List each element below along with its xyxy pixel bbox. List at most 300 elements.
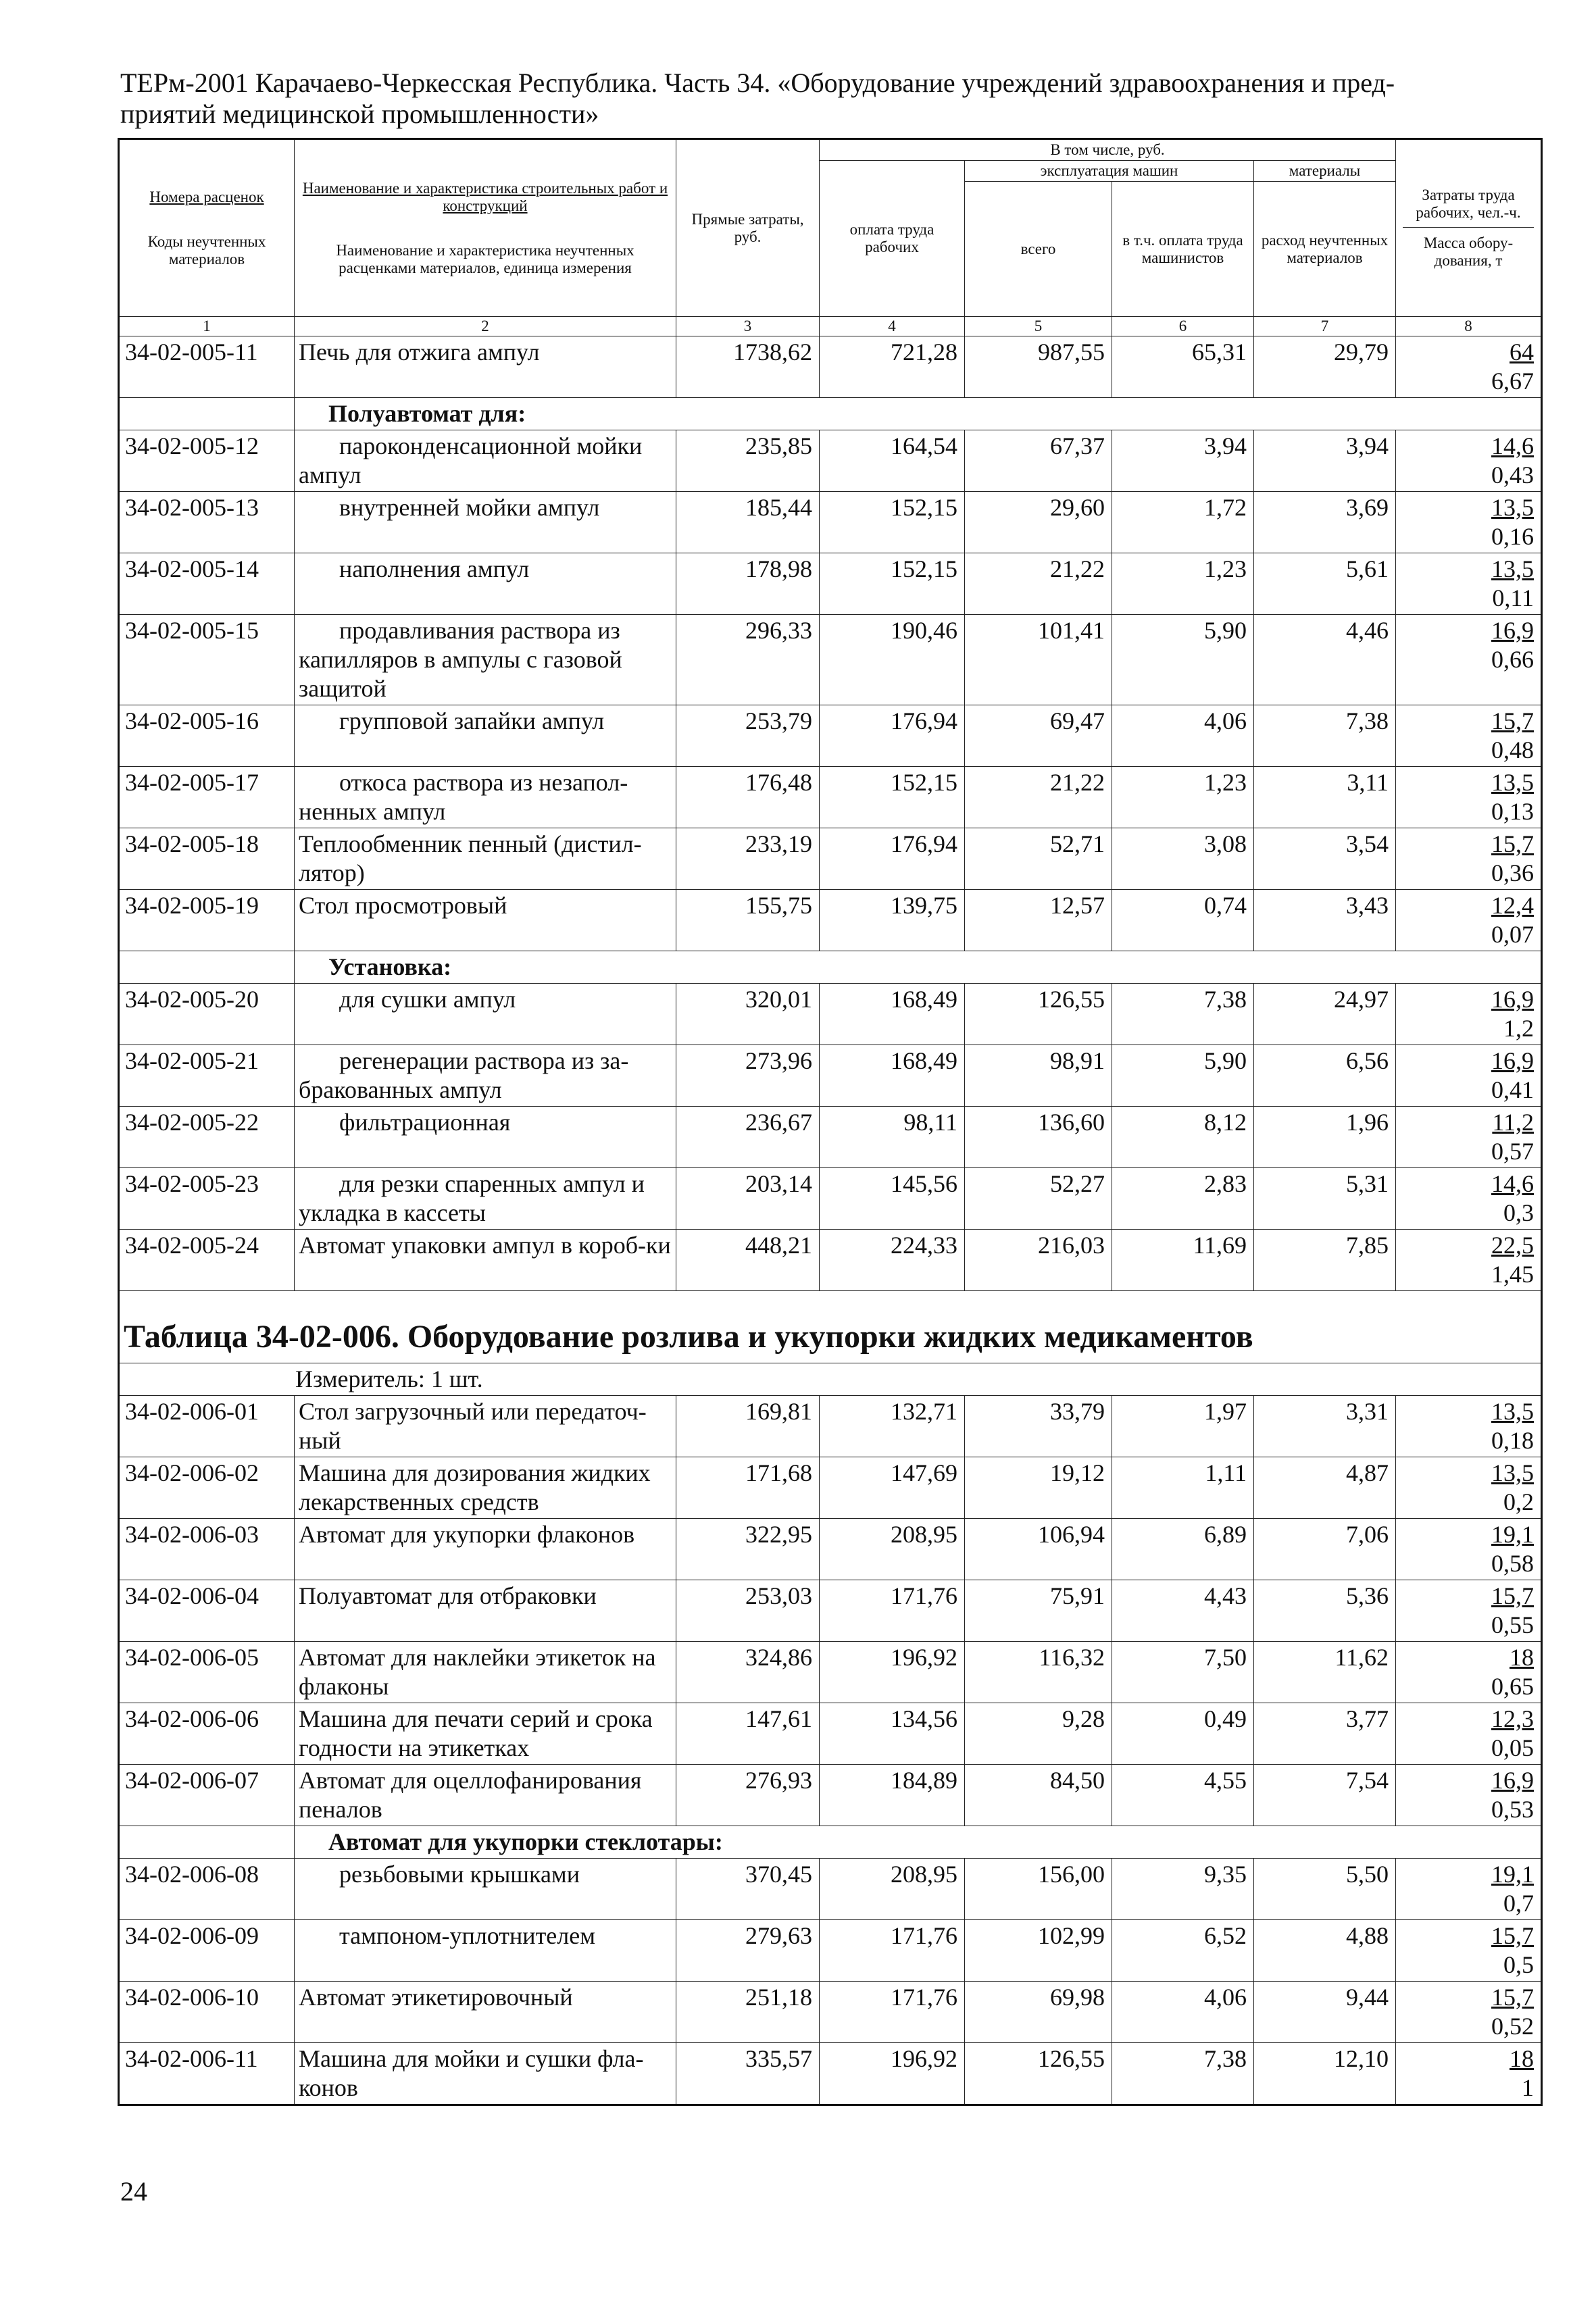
section-semi-auto bbox=[119, 398, 1542, 430]
equipment-mass: 0,2 bbox=[1503, 1488, 1535, 1515]
machinist-labor-cost: 1,23 bbox=[1112, 767, 1254, 828]
direct-cost: 1738,62 bbox=[676, 336, 820, 398]
labor-hours-and-mass bbox=[1396, 1230, 1542, 1291]
direct-cost: 235,85 bbox=[676, 430, 820, 492]
column-numbers-row bbox=[119, 317, 1542, 336]
direct-cost: 155,75 bbox=[676, 890, 820, 951]
labor-hours: 16,9 bbox=[1491, 1767, 1535, 1794]
table-row bbox=[119, 1765, 1542, 1826]
machinist-labor-cost: 2,83 bbox=[1112, 1168, 1254, 1230]
materials-cost: 12,10 bbox=[1254, 2043, 1396, 2105]
table-row bbox=[119, 1580, 1542, 1642]
table-row bbox=[119, 767, 1542, 828]
work-name: наполнения ампул bbox=[295, 553, 676, 615]
section-title: Автомат для укупорки стеклотары: bbox=[295, 1826, 1542, 1859]
labor-cost: 224,33 bbox=[820, 1230, 965, 1291]
table-row bbox=[119, 553, 1542, 615]
labor-cost: 171,76 bbox=[820, 1920, 965, 1982]
materials-cost: 3,54 bbox=[1254, 828, 1396, 890]
equipment-mass: 0,57 bbox=[1491, 1138, 1535, 1165]
materials-cost: 5,31 bbox=[1254, 1168, 1396, 1230]
labor-hours-and-mass bbox=[1396, 1457, 1542, 1519]
table-row bbox=[119, 1045, 1542, 1107]
materials-cost: 5,50 bbox=[1254, 1859, 1396, 1920]
col-number: 8 bbox=[1396, 317, 1542, 336]
equipment-mass: 0,41 bbox=[1491, 1076, 1535, 1103]
labor-cost: 147,69 bbox=[820, 1457, 965, 1519]
machine-cost: 987,55 bbox=[965, 336, 1112, 398]
col-number: 6 bbox=[1112, 317, 1254, 336]
rate-code: 34-02-006-09 bbox=[119, 1920, 295, 1982]
labor-cost: 176,94 bbox=[820, 828, 965, 890]
machine-cost: 126,55 bbox=[965, 984, 1112, 1045]
machinist-labor-cost: 4,06 bbox=[1112, 1982, 1254, 2043]
labor-hours: 14,6 bbox=[1491, 1170, 1535, 1197]
labor-hours: 13,5 bbox=[1491, 494, 1535, 521]
table-row bbox=[119, 1230, 1542, 1291]
header-col8-top: Затраты труда рабочих, чел.-ч. bbox=[1416, 186, 1521, 221]
labor-cost: 152,15 bbox=[820, 767, 965, 828]
section-code-cell bbox=[119, 951, 295, 984]
work-name: Машина для мойки и сушки фла-конов bbox=[295, 2043, 676, 2105]
labor-hours-and-mass bbox=[1396, 1045, 1542, 1107]
work-name: Автомат упаковки ампул в короб-ки bbox=[295, 1230, 676, 1291]
rate-code: 34-02-006-02 bbox=[119, 1457, 295, 1519]
work-name: Печь для отжига ампул bbox=[295, 336, 676, 398]
work-name: Полуавтомат для отбраковки bbox=[295, 1580, 676, 1642]
equipment-mass: 1,45 bbox=[1491, 1261, 1535, 1288]
machinist-labor-cost: 4,43 bbox=[1112, 1580, 1254, 1642]
machinist-labor-cost: 6,52 bbox=[1112, 1920, 1254, 1982]
labor-hours-and-mass bbox=[1396, 492, 1542, 553]
equipment-mass: 0,65 bbox=[1491, 1673, 1535, 1700]
direct-cost: 176,48 bbox=[676, 767, 820, 828]
work-name: для сушки ампул bbox=[295, 984, 676, 1045]
direct-cost: 324,86 bbox=[676, 1642, 820, 1703]
meter-label: Измеритель: 1 шт. bbox=[119, 1363, 1542, 1396]
work-name: Стол загрузочный или передаточ-ный bbox=[295, 1396, 676, 1457]
labor-cost: 132,71 bbox=[820, 1396, 965, 1457]
header-col8-bottom: Масса обору-дования, т bbox=[1423, 234, 1514, 269]
labor-hours-and-mass bbox=[1396, 2043, 1542, 2105]
labor-hours-and-mass bbox=[1396, 890, 1542, 951]
machinist-labor-cost: 3,94 bbox=[1112, 430, 1254, 492]
labor-cost: 164,54 bbox=[820, 430, 965, 492]
section-install bbox=[119, 951, 1542, 984]
direct-cost: 320,01 bbox=[676, 984, 820, 1045]
labor-cost: 134,56 bbox=[820, 1703, 965, 1765]
section-title: Установка: bbox=[295, 951, 1542, 984]
work-name: продавливания раствора из капилляров в ампулы с газовой защитой bbox=[295, 615, 676, 705]
direct-cost: 273,96 bbox=[676, 1045, 820, 1107]
equipment-mass: 0,16 bbox=[1491, 523, 1535, 550]
table-row bbox=[119, 2043, 1542, 2105]
rate-code: 34-02-006-10 bbox=[119, 1982, 295, 2043]
materials-cost: 9,44 bbox=[1254, 1982, 1396, 2043]
direct-cost: 185,44 bbox=[676, 492, 820, 553]
machinist-labor-cost: 7,38 bbox=[1112, 2043, 1254, 2105]
section-code-cell bbox=[119, 398, 295, 430]
machine-cost: 67,37 bbox=[965, 430, 1112, 492]
materials-cost: 6,56 bbox=[1254, 1045, 1396, 1107]
rate-code: 34-02-005-22 bbox=[119, 1107, 295, 1168]
labor-hours: 13,5 bbox=[1491, 1459, 1535, 1486]
direct-cost: 296,33 bbox=[676, 615, 820, 705]
rate-code: 34-02-005-23 bbox=[119, 1168, 295, 1230]
equipment-mass: 0,58 bbox=[1491, 1550, 1535, 1577]
header-col2-bottom: Наименование и характеристика неучтенных расценками материалов, единица измерения bbox=[336, 241, 634, 276]
labor-hours: 19,1 bbox=[1491, 1861, 1535, 1888]
direct-cost: 448,21 bbox=[676, 1230, 820, 1291]
direct-cost: 335,57 bbox=[676, 2043, 820, 2105]
labor-hours: 16,9 bbox=[1491, 986, 1535, 1013]
table-row bbox=[119, 430, 1542, 492]
materials-cost: 7,06 bbox=[1254, 1519, 1396, 1580]
equipment-mass: 0,43 bbox=[1491, 461, 1535, 488]
equipment-mass: 0,07 bbox=[1491, 921, 1535, 948]
table-row bbox=[119, 1457, 1542, 1519]
materials-cost: 3,31 bbox=[1254, 1396, 1396, 1457]
materials-cost: 3,11 bbox=[1254, 767, 1396, 828]
machine-cost: 29,60 bbox=[965, 492, 1112, 553]
table-row bbox=[119, 1859, 1542, 1920]
header-col2-top: Наименование и характеристика строительных работ и конструкций bbox=[302, 179, 668, 214]
labor-cost: 152,15 bbox=[820, 492, 965, 553]
page-number: 24 bbox=[120, 2176, 147, 2207]
rate-code: 34-02-006-05 bbox=[119, 1642, 295, 1703]
equipment-mass: 0,7 bbox=[1503, 1890, 1535, 1917]
rate-code: 34-02-005-11 bbox=[119, 336, 295, 398]
labor-hours: 13,5 bbox=[1491, 1398, 1535, 1425]
header-col8 bbox=[1396, 139, 1542, 317]
rate-code: 34-02-005-15 bbox=[119, 615, 295, 705]
materials-cost: 7,85 bbox=[1254, 1230, 1396, 1291]
labor-hours-and-mass bbox=[1396, 1920, 1542, 1982]
section-code-cell bbox=[119, 1826, 295, 1859]
table-row bbox=[119, 1982, 1542, 2043]
labor-hours: 15,7 bbox=[1491, 1582, 1535, 1609]
labor-hours-and-mass bbox=[1396, 705, 1542, 767]
machine-cost: 156,00 bbox=[965, 1859, 1112, 1920]
work-name: групповой запайки ампул bbox=[295, 705, 676, 767]
rate-code: 34-02-005-21 bbox=[119, 1045, 295, 1107]
work-name: Автомат для укупорки флаконов bbox=[295, 1519, 676, 1580]
machine-cost: 33,79 bbox=[965, 1396, 1112, 1457]
table-row bbox=[119, 492, 1542, 553]
direct-cost: 203,14 bbox=[676, 1168, 820, 1230]
equipment-mass: 0,3 bbox=[1503, 1199, 1535, 1226]
col-number: 1 bbox=[119, 317, 295, 336]
labor-hours-and-mass bbox=[1396, 1859, 1542, 1920]
labor-hours-and-mass bbox=[1396, 430, 1542, 492]
labor-hours-and-mass bbox=[1396, 1107, 1542, 1168]
table-row bbox=[119, 984, 1542, 1045]
machine-cost: 21,22 bbox=[965, 767, 1112, 828]
table-row bbox=[119, 1703, 1542, 1765]
equipment-mass: 0,5 bbox=[1503, 1951, 1535, 1978]
rate-code: 34-02-005-13 bbox=[119, 492, 295, 553]
labor-hours-and-mass bbox=[1396, 1168, 1542, 1230]
materials-cost: 7,54 bbox=[1254, 1765, 1396, 1826]
labor-hours-and-mass bbox=[1396, 336, 1542, 398]
machine-cost: 136,60 bbox=[965, 1107, 1112, 1168]
labor-cost: 168,49 bbox=[820, 984, 965, 1045]
machine-cost: 9,28 bbox=[965, 1703, 1112, 1765]
labor-hours: 13,5 bbox=[1491, 769, 1535, 796]
labor-cost: 721,28 bbox=[820, 336, 965, 398]
equipment-mass: 0,53 bbox=[1491, 1796, 1535, 1823]
labor-hours: 14,6 bbox=[1491, 432, 1535, 459]
header-col1-bottom: Коды неучтенных материалов bbox=[147, 232, 266, 268]
direct-cost: 233,19 bbox=[676, 828, 820, 890]
rate-code: 34-02-005-17 bbox=[119, 767, 295, 828]
table-row bbox=[119, 1642, 1542, 1703]
rate-code: 34-02-005-20 bbox=[119, 984, 295, 1045]
col-number: 2 bbox=[295, 317, 676, 336]
labor-hours-and-mass bbox=[1396, 615, 1542, 705]
machinist-labor-cost: 6,89 bbox=[1112, 1519, 1254, 1580]
machinist-labor-cost: 1,11 bbox=[1112, 1457, 1254, 1519]
labor-hours: 12,4 bbox=[1491, 892, 1535, 919]
col-number: 7 bbox=[1254, 317, 1396, 336]
machinist-labor-cost: 4,06 bbox=[1112, 705, 1254, 767]
work-name: Автомат этикетировочный bbox=[295, 1982, 676, 2043]
labor-cost: 208,95 bbox=[820, 1859, 965, 1920]
equipment-mass: 0,11 bbox=[1492, 584, 1535, 611]
labor-hours: 15,7 bbox=[1491, 830, 1535, 857]
machine-cost: 52,27 bbox=[965, 1168, 1112, 1230]
header-materials: материалы bbox=[1254, 161, 1396, 182]
table-title: Таблица 34-02-006. Оборудование розлива и укупорки жидких медикаментов bbox=[119, 1291, 1542, 1363]
labor-hours: 16,9 bbox=[1491, 617, 1535, 644]
labor-hours: 12,3 bbox=[1491, 1705, 1535, 1732]
machinist-labor-cost: 4,55 bbox=[1112, 1765, 1254, 1826]
machinist-labor-cost: 5,90 bbox=[1112, 615, 1254, 705]
labor-cost: 176,94 bbox=[820, 705, 965, 767]
labor-hours-and-mass bbox=[1396, 767, 1542, 828]
labor-hours: 19,1 bbox=[1491, 1521, 1535, 1548]
machine-cost: 106,94 bbox=[965, 1519, 1112, 1580]
rate-code: 34-02-006-08 bbox=[119, 1859, 295, 1920]
machine-cost: 126,55 bbox=[965, 2043, 1112, 2105]
machinist-labor-cost: 0,49 bbox=[1112, 1703, 1254, 1765]
materials-cost: 11,62 bbox=[1254, 1642, 1396, 1703]
header-col3: Прямые затраты, руб. bbox=[676, 139, 820, 317]
labor-hours-and-mass bbox=[1396, 1765, 1542, 1826]
header-col1-top: Номера расценок bbox=[149, 188, 264, 205]
machine-cost: 101,41 bbox=[965, 615, 1112, 705]
labor-hours: 15,7 bbox=[1491, 707, 1535, 734]
materials-cost: 7,38 bbox=[1254, 705, 1396, 767]
rate-code: 34-02-006-06 bbox=[119, 1703, 295, 1765]
header-col1 bbox=[119, 139, 295, 317]
materials-cost: 5,36 bbox=[1254, 1580, 1396, 1642]
table-34-02-006-title bbox=[119, 1291, 1542, 1363]
machine-cost: 102,99 bbox=[965, 1920, 1112, 1982]
machine-cost: 21,22 bbox=[965, 553, 1112, 615]
equipment-mass: 0,52 bbox=[1491, 2013, 1535, 2040]
labor-cost: 98,11 bbox=[820, 1107, 965, 1168]
materials-cost: 1,96 bbox=[1254, 1107, 1396, 1168]
materials-cost: 5,61 bbox=[1254, 553, 1396, 615]
labor-hours: 18 bbox=[1510, 1644, 1535, 1671]
rate-code: 34-02-005-14 bbox=[119, 553, 295, 615]
section-title: Полуавтомат для: bbox=[295, 398, 1542, 430]
direct-cost: 253,03 bbox=[676, 1580, 820, 1642]
labor-hours-and-mass bbox=[1396, 1982, 1542, 2043]
machinist-labor-cost: 1,23 bbox=[1112, 553, 1254, 615]
labor-hours: 13,5 bbox=[1491, 555, 1535, 582]
labor-hours: 15,7 bbox=[1491, 1984, 1535, 2011]
labor-hours: 22,5 bbox=[1491, 1232, 1535, 1259]
work-name: для резки спаренных ампул и укладка в кассеты bbox=[295, 1168, 676, 1230]
labor-cost: 145,56 bbox=[820, 1168, 965, 1230]
labor-cost: 152,15 bbox=[820, 553, 965, 615]
equipment-mass: 1 bbox=[1522, 2074, 1535, 2101]
table-row bbox=[119, 336, 1542, 398]
machinist-labor-cost: 7,50 bbox=[1112, 1642, 1254, 1703]
equipment-mass: 0,55 bbox=[1491, 1611, 1535, 1638]
machine-cost: 98,91 bbox=[965, 1045, 1112, 1107]
rate-code: 34-02-005-16 bbox=[119, 705, 295, 767]
labor-cost: 171,76 bbox=[820, 1580, 965, 1642]
machine-cost: 69,98 bbox=[965, 1982, 1112, 2043]
machine-cost: 116,32 bbox=[965, 1642, 1112, 1703]
labor-cost: 171,76 bbox=[820, 1982, 965, 2043]
labor-hours: 16,9 bbox=[1491, 1047, 1535, 1074]
rate-code: 34-02-006-03 bbox=[119, 1519, 295, 1580]
rate-code: 34-02-006-01 bbox=[119, 1396, 295, 1457]
labor-hours-and-mass bbox=[1396, 1642, 1542, 1703]
machine-cost: 216,03 bbox=[965, 1230, 1112, 1291]
labor-hours-and-mass bbox=[1396, 553, 1542, 615]
work-name: Автомат для оцеллофанирования пеналов bbox=[295, 1765, 676, 1826]
header-col7: расход неучтенных материалов bbox=[1254, 182, 1396, 317]
work-name: тампоном-уплотнителем bbox=[295, 1920, 676, 1982]
labor-cost: 184,89 bbox=[820, 1765, 965, 1826]
header-col2 bbox=[295, 139, 676, 317]
machinist-labor-cost: 11,69 bbox=[1112, 1230, 1254, 1291]
labor-cost: 196,92 bbox=[820, 2043, 965, 2105]
col-number: 3 bbox=[676, 317, 820, 336]
work-name: регенерации раствора из за-бракованных ампул bbox=[295, 1045, 676, 1107]
direct-cost: 171,68 bbox=[676, 1457, 820, 1519]
rate-code: 34-02-005-19 bbox=[119, 890, 295, 951]
direct-cost: 251,18 bbox=[676, 1982, 820, 2043]
labor-hours-and-mass bbox=[1396, 1580, 1542, 1642]
machine-cost: 52,71 bbox=[965, 828, 1112, 890]
price-table bbox=[118, 138, 1543, 2106]
table-row bbox=[119, 1107, 1542, 1168]
table-row bbox=[119, 1168, 1542, 1230]
equipment-mass: 0,05 bbox=[1491, 1734, 1535, 1761]
rate-code: 34-02-006-04 bbox=[119, 1580, 295, 1642]
header-machines: эксплуатация машин bbox=[965, 161, 1254, 182]
direct-cost: 322,95 bbox=[676, 1519, 820, 1580]
header-col5: всего bbox=[965, 182, 1112, 317]
direct-cost: 279,63 bbox=[676, 1920, 820, 1982]
materials-cost: 4,88 bbox=[1254, 1920, 1396, 1982]
machinist-labor-cost: 8,12 bbox=[1112, 1107, 1254, 1168]
table-row bbox=[119, 828, 1542, 890]
machinist-labor-cost: 1,72 bbox=[1112, 492, 1254, 553]
materials-cost: 4,46 bbox=[1254, 615, 1396, 705]
table-row bbox=[119, 705, 1542, 767]
header-col6: в т.ч. оплата труда машинистов bbox=[1112, 182, 1254, 317]
labor-hours-and-mass bbox=[1396, 1396, 1542, 1457]
direct-cost: 236,67 bbox=[676, 1107, 820, 1168]
table-row bbox=[119, 1519, 1542, 1580]
section-capping bbox=[119, 1826, 1542, 1859]
materials-cost: 4,87 bbox=[1254, 1457, 1396, 1519]
work-name: Машина для дозирования жидких лекарственных средств bbox=[295, 1457, 676, 1519]
labor-hours-and-mass bbox=[1396, 984, 1542, 1045]
work-name: Теплообменник пенный (дистил-лятор) bbox=[295, 828, 676, 890]
equipment-mass: 1,2 bbox=[1503, 1015, 1535, 1042]
direct-cost: 147,61 bbox=[676, 1703, 820, 1765]
direct-cost: 276,93 bbox=[676, 1765, 820, 1826]
col-number: 5 bbox=[965, 317, 1112, 336]
labor-cost: 190,46 bbox=[820, 615, 965, 705]
materials-cost: 3,43 bbox=[1254, 890, 1396, 951]
work-name: пароконденсационной мойки ампул bbox=[295, 430, 676, 492]
machinist-labor-cost: 0,74 bbox=[1112, 890, 1254, 951]
machinist-labor-cost: 7,38 bbox=[1112, 984, 1254, 1045]
materials-cost: 29,79 bbox=[1254, 336, 1396, 398]
machinist-labor-cost: 1,97 bbox=[1112, 1396, 1254, 1457]
rate-code: 34-02-005-24 bbox=[119, 1230, 295, 1291]
equipment-mass: 6,67 bbox=[1491, 368, 1535, 395]
labor-hours-and-mass bbox=[1396, 1703, 1542, 1765]
work-name: фильтрационная bbox=[295, 1107, 676, 1168]
work-name: Машина для печати серий и срока годности на этикетках bbox=[295, 1703, 676, 1765]
materials-cost: 3,94 bbox=[1254, 430, 1396, 492]
direct-cost: 370,45 bbox=[676, 1859, 820, 1920]
rate-code: 34-02-006-11 bbox=[119, 2043, 295, 2105]
materials-cost: 24,97 bbox=[1254, 984, 1396, 1045]
machine-cost: 12,57 bbox=[965, 890, 1112, 951]
labor-hours: 11,2 bbox=[1492, 1109, 1535, 1136]
table-row bbox=[119, 615, 1542, 705]
work-name: внутренней мойки ампул bbox=[295, 492, 676, 553]
direct-cost: 169,81 bbox=[676, 1396, 820, 1457]
equipment-mass: 0,13 bbox=[1491, 798, 1535, 825]
work-name: откоса раствора из незапол-ненных ампул bbox=[295, 767, 676, 828]
rate-code: 34-02-006-07 bbox=[119, 1765, 295, 1826]
table-row bbox=[119, 1920, 1542, 1982]
equipment-mass: 0,66 bbox=[1491, 646, 1535, 673]
labor-cost: 139,75 bbox=[820, 890, 965, 951]
machinist-labor-cost: 9,35 bbox=[1112, 1859, 1254, 1920]
labor-cost: 196,92 bbox=[820, 1642, 965, 1703]
machinist-labor-cost: 65,31 bbox=[1112, 336, 1254, 398]
rate-code: 34-02-005-18 bbox=[119, 828, 295, 890]
direct-cost: 178,98 bbox=[676, 553, 820, 615]
labor-cost: 208,95 bbox=[820, 1519, 965, 1580]
meter-row bbox=[119, 1363, 1542, 1396]
direct-cost: 253,79 bbox=[676, 705, 820, 767]
table-row bbox=[119, 1396, 1542, 1457]
equipment-mass: 0,18 bbox=[1491, 1427, 1535, 1454]
machine-cost: 75,91 bbox=[965, 1580, 1112, 1642]
work-name: резьбовыми крышками bbox=[295, 1859, 676, 1920]
labor-hours: 18 bbox=[1510, 2045, 1535, 2072]
labor-hours: 15,7 bbox=[1491, 1922, 1535, 1949]
work-name: Стол просмотровый bbox=[295, 890, 676, 951]
labor-hours: 64 bbox=[1510, 338, 1535, 366]
machinist-labor-cost: 3,08 bbox=[1112, 828, 1254, 890]
machine-cost: 19,12 bbox=[965, 1457, 1112, 1519]
